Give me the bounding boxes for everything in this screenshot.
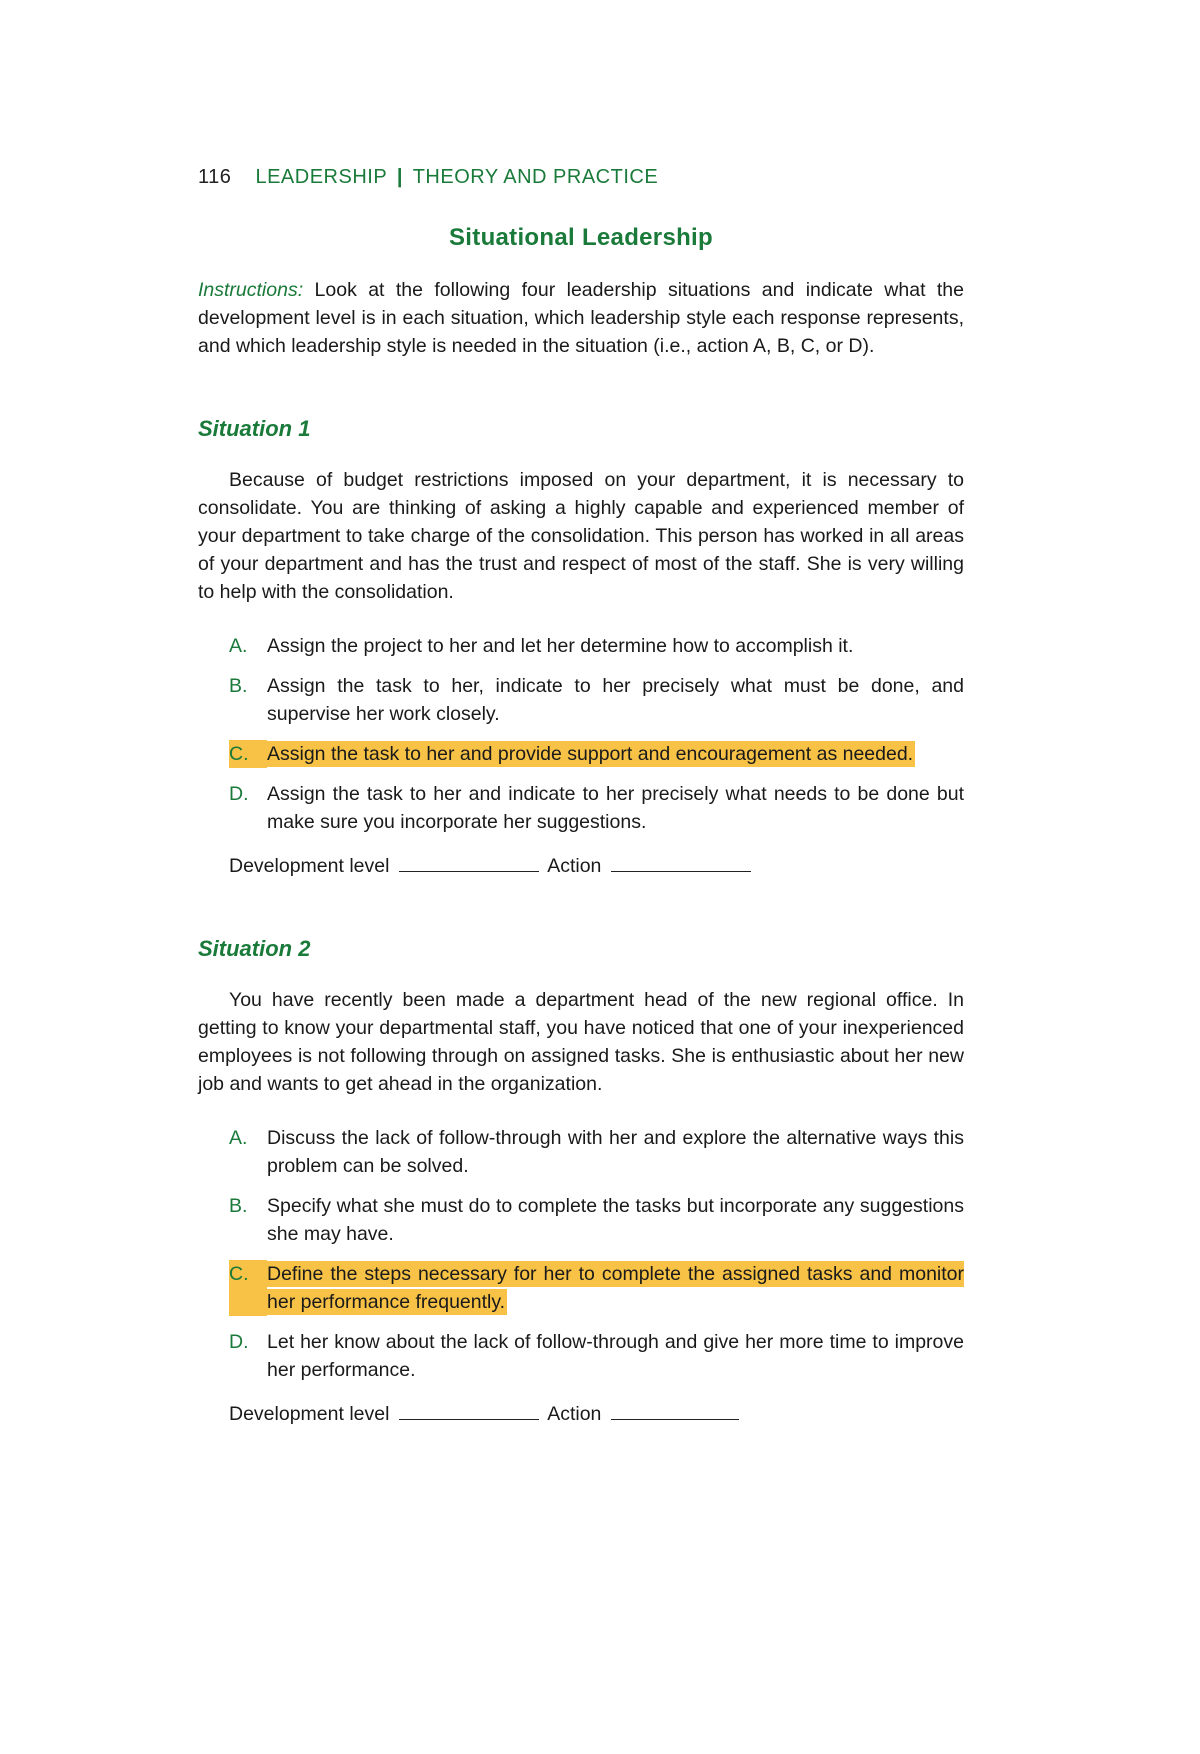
option-letter: C. xyxy=(229,1260,267,1316)
option-item xyxy=(229,1192,964,1248)
instructions-text: Look at the following four leadership situations and indicate what the development level is in each situation, which leadership style each response represents, and which leadership style is needed in the situation (i.e., action A, B, C, or D). xyxy=(198,279,964,357)
option-letter: C. xyxy=(229,740,267,768)
option-item-highlighted xyxy=(229,1260,964,1316)
situation-1-options xyxy=(198,632,964,836)
situation-2-options xyxy=(198,1124,964,1384)
document-page xyxy=(198,162,964,1428)
development-level-label: Development level xyxy=(229,1403,390,1425)
option-item xyxy=(229,672,964,728)
instructions-paragraph xyxy=(198,276,964,360)
page-number: 116 xyxy=(198,166,232,188)
option-text: Assign the task to her and indicate to her precisely what needs to be done but make sure you incorporate her suggestions. xyxy=(267,783,964,833)
book-title: LEADERSHIP xyxy=(255,166,387,188)
option-text: Assign the task to her, indicate to her precisely what must be done, and supervise her work closely. xyxy=(267,675,964,725)
option-item xyxy=(229,1124,964,1180)
situation-1-body: Because of budget restrictions imposed on your department, it is necessary to consolidate. You are thinking of asking a highly capable and experienced member of your department to take charge of the consolidation. This person has worked in all areas of your department and has the trust and respect of most of the staff. She is very willing to help with the consolidation. xyxy=(198,469,964,603)
option-item xyxy=(229,1328,964,1384)
situation-2-answer-line xyxy=(198,1400,964,1428)
option-text: Specify what she must do to complete the tasks but incorporate any suggestions she may have. xyxy=(267,1195,964,1245)
situation-2-body: You have recently been made a department head of the new regional office. In getting to know your departmental staff, you have noticed that one of your inexperienced employees is not following through on assigned tasks. She is enthusiastic about her new job and wants to get ahead in the organization. xyxy=(198,989,964,1095)
situation-1-answer-line xyxy=(198,852,964,880)
action-blank xyxy=(611,1401,739,1420)
option-letter: D. xyxy=(229,1331,249,1353)
action-label: Action xyxy=(547,855,602,877)
situation-1-heading: Situation 1 xyxy=(198,416,311,441)
book-subtitle: THEORY AND PRACTICE xyxy=(412,166,659,188)
option-letter: D. xyxy=(229,783,249,805)
action-blank xyxy=(611,853,751,872)
highlighted-option-text: Define the steps necessary for her to complete the assigned tasks and monitor her performance frequently. xyxy=(267,1263,964,1313)
option-letter: B. xyxy=(229,675,248,697)
instructions-label: Instructions: xyxy=(198,279,304,301)
development-level-blank xyxy=(399,1401,539,1420)
option-letter: B. xyxy=(229,1195,248,1217)
option-text: Discuss the lack of follow-through with her and explore the alternative ways this problem can be solved. xyxy=(267,1127,964,1177)
running-head-separator: | xyxy=(396,166,403,188)
highlighted-option-text: Assign the task to her and provide support and encouragement as needed. xyxy=(267,743,914,765)
option-text: Assign the project to her and let her determine how to accomplish it. xyxy=(267,635,854,657)
option-letter: A. xyxy=(229,635,248,657)
action-label: Action xyxy=(547,1403,602,1425)
section-title: Situational Leadership xyxy=(449,224,713,251)
option-item xyxy=(229,632,964,660)
development-level-blank xyxy=(399,853,539,872)
option-item xyxy=(229,780,964,836)
option-letter: A. xyxy=(229,1127,248,1149)
development-level-label: Development level xyxy=(229,855,390,877)
option-text: Let her know about the lack of follow-through and give her more time to improve her performance. xyxy=(267,1331,964,1381)
option-item-highlighted xyxy=(229,740,964,768)
running-head xyxy=(198,162,964,192)
situation-2-heading: Situation 2 xyxy=(198,936,311,961)
